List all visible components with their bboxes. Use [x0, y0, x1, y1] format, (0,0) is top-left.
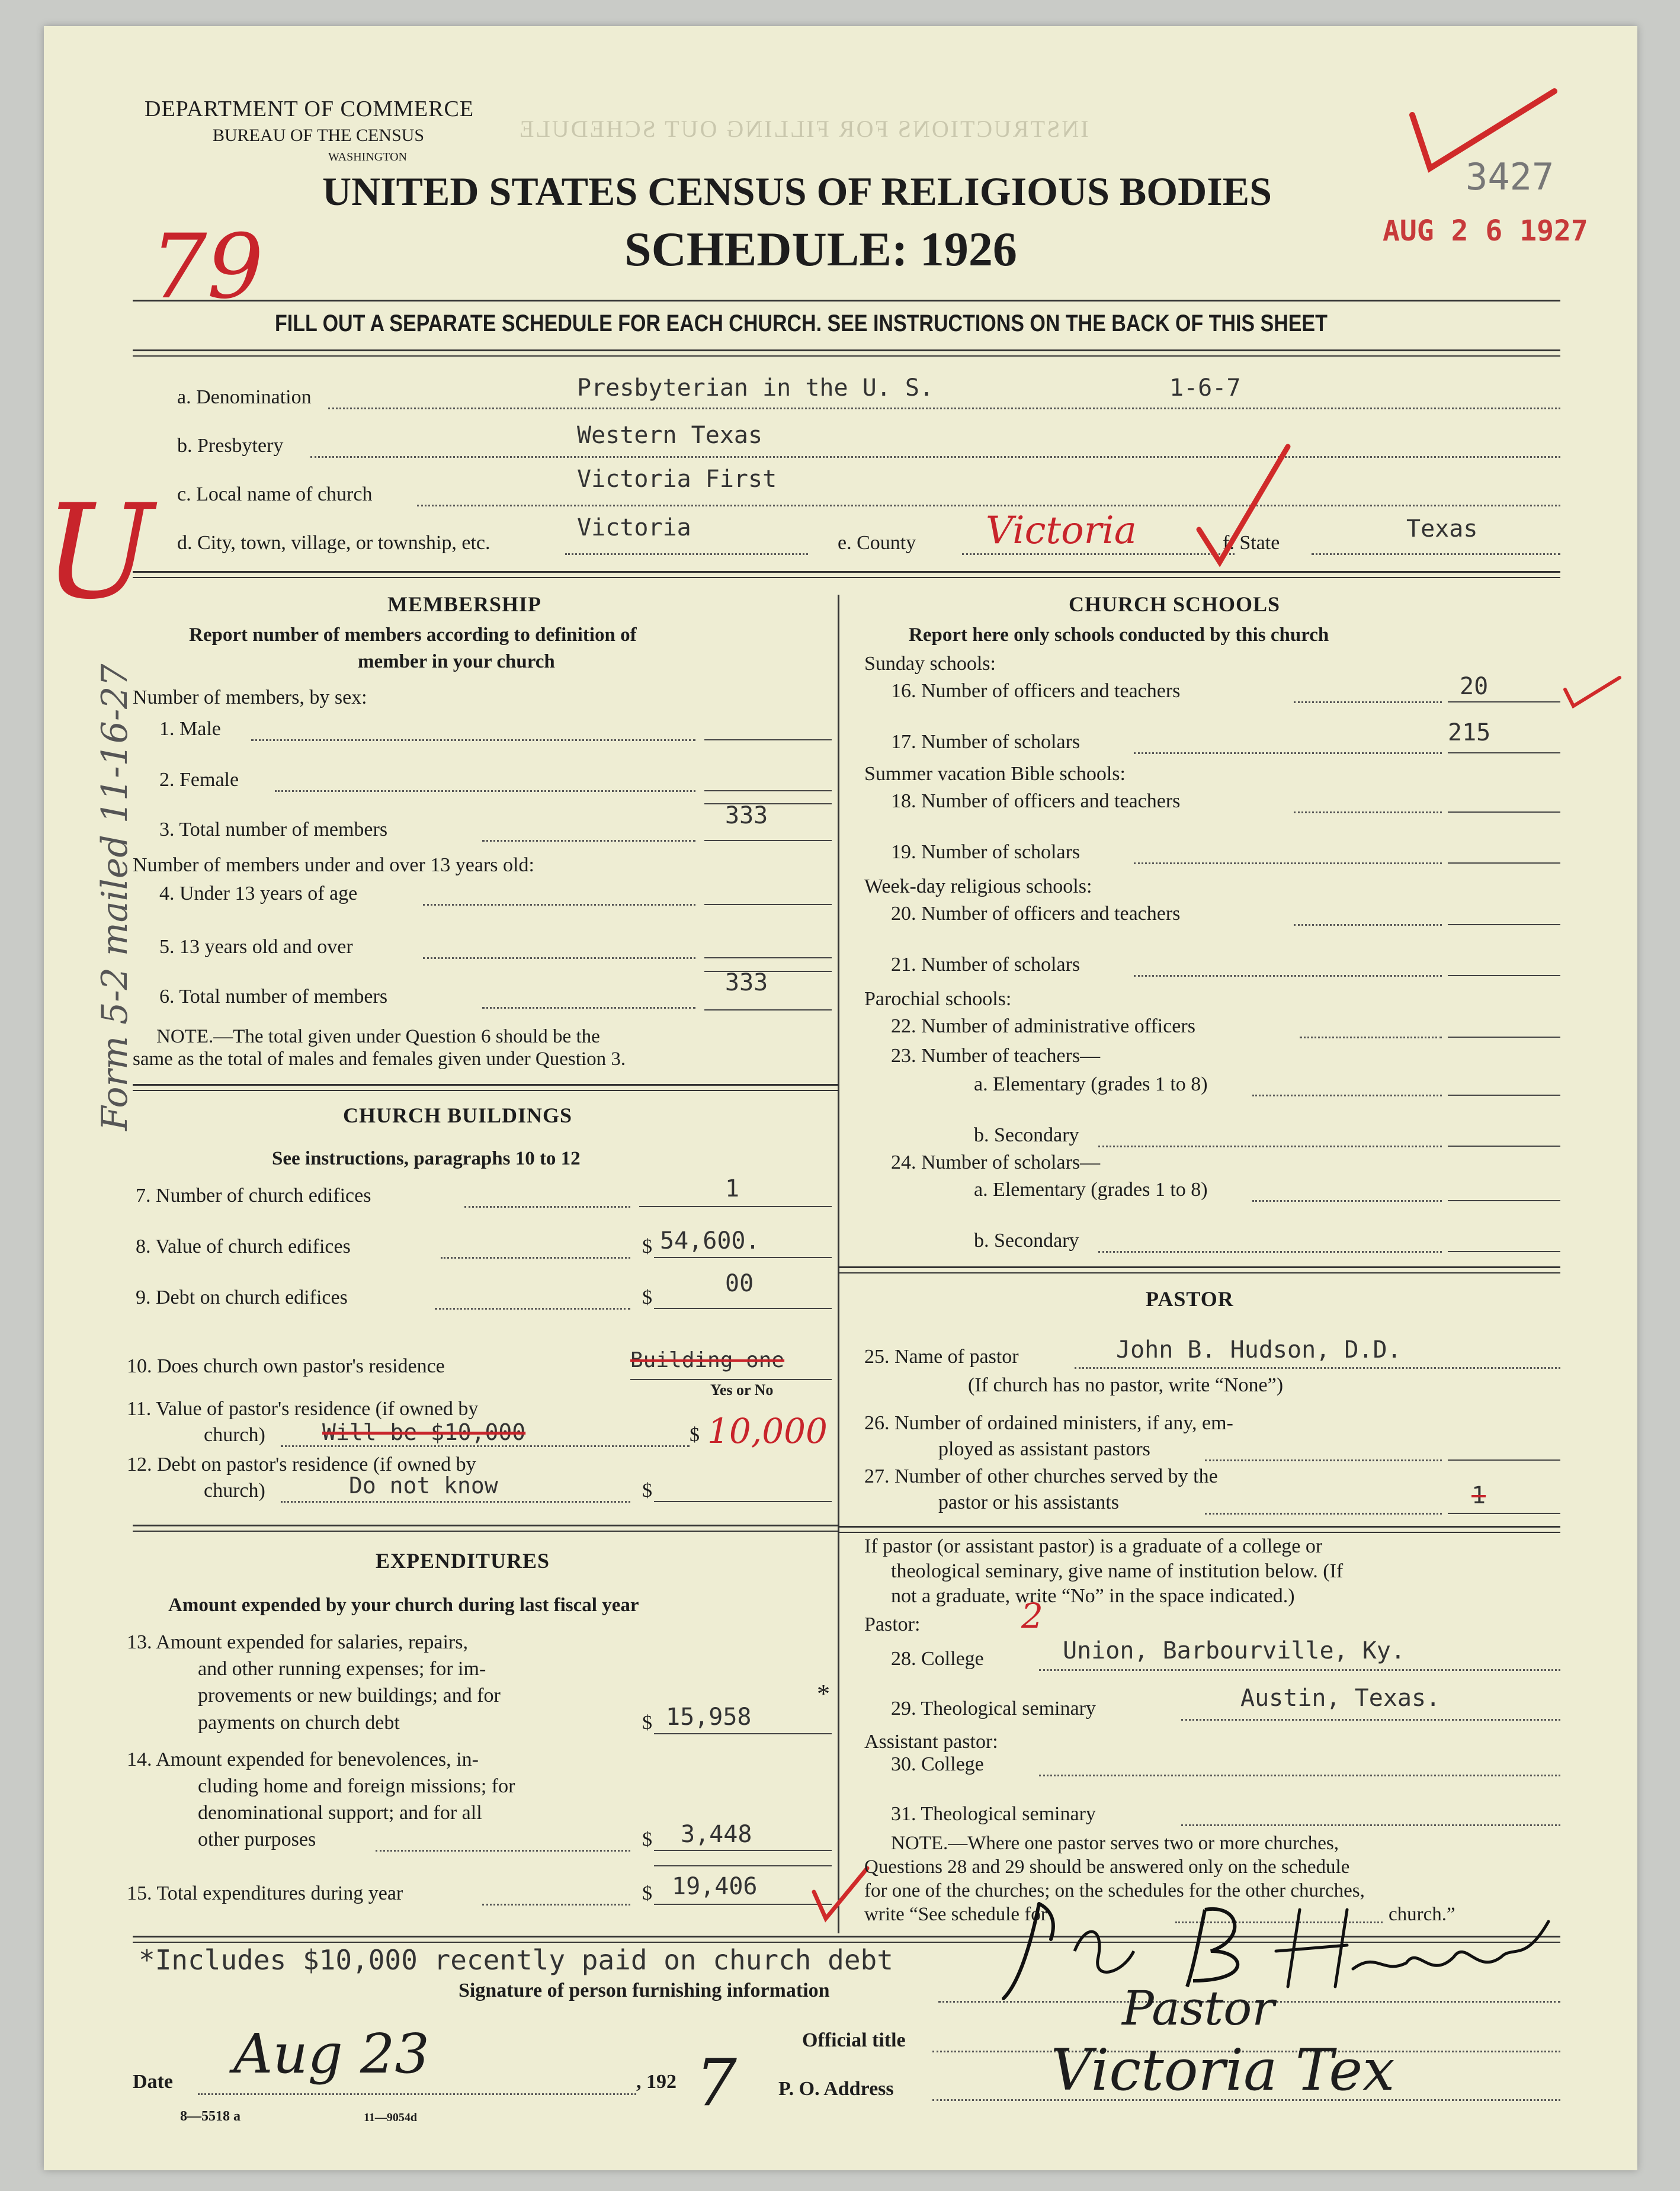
q12-label-a: 12. Debt on pastor's residence (if owned by [127, 1454, 476, 1475]
footnote-typed: *Includes $10,000 recently paid on church debt [139, 1944, 893, 1976]
q6-label: 6. Total number of members [159, 986, 388, 1008]
q25-label: 25. Name of pastor [864, 1346, 1019, 1368]
pastor-note-4: write “See schedule for [864, 1904, 1047, 1925]
membership-sub1: Report number of members according to definition of [189, 624, 637, 646]
county-value: Victoria [986, 509, 1137, 553]
q11-label-b: church) [204, 1424, 265, 1446]
signature-label: Signature of person furnishing information [459, 1980, 830, 2001]
check-mark-icon [1406, 79, 1560, 180]
buildings-heading: CHURCH BUILDINGS [343, 1103, 573, 1127]
state-label: f. State [1223, 532, 1280, 554]
q9-label: 9. Debt on church edifices [136, 1287, 348, 1308]
q13-line1: 13. Amount expended for salaries, repairs, [127, 1631, 468, 1653]
q24a-label: a. Elementary (grades 1 to 8) [974, 1179, 1208, 1201]
q23-label: 23. Number of teachers— [891, 1045, 1101, 1067]
membership-heading: MEMBERSHIP [387, 592, 542, 616]
city-label: d. City, town, village, or township, etc. [177, 532, 490, 554]
q11-struck-value: Will be $10,000 [322, 1419, 526, 1445]
show-through-text: INSTRUCTIONS FOR FILLING OUT SCHEDULE [518, 116, 1089, 142]
pastor-note-2: Questions 28 and 29 should be answered only on the schedule [864, 1856, 1350, 1878]
q13-line3: provements or new buildings; and for [198, 1685, 501, 1706]
presbytery-label: b. Presbytery [177, 435, 284, 457]
q15-check-icon [808, 1862, 873, 1927]
official-title-value: Pastor [1122, 1981, 1275, 2036]
date-label: Date [133, 2071, 173, 2093]
po-address-label: P. O. Address [778, 2078, 894, 2100]
q3-value: 333 [725, 802, 768, 829]
q30-label: 30. College [891, 1753, 984, 1775]
q27-value: 1 [1471, 1482, 1486, 1509]
pastor-subheading: Pastor: [864, 1613, 921, 1635]
q29-label: 29. Theological seminary [891, 1698, 1096, 1720]
form-title: UNITED STATES CENSUS OF RELIGIOUS BODIES [322, 169, 1272, 214]
q25-value: John B. Hudson, D.D. [1116, 1336, 1402, 1364]
official-title-label: Official title [802, 2029, 906, 2051]
q14-dollar: $ [642, 1828, 652, 1850]
q15-value: 19,406 [672, 1873, 758, 1900]
schools-sub: Report here only schools conducted by this church [909, 624, 1329, 646]
q9-value: 00 [725, 1270, 754, 1297]
pastor-heading: PASTOR [1146, 1287, 1234, 1311]
q14-line4: other purposes [198, 1828, 316, 1850]
bureau-city: WASHINGTON [328, 150, 407, 163]
q23a-label: a. Elementary (grades 1 to 8) [974, 1073, 1208, 1095]
pastor-mark: 2 [1021, 1596, 1043, 1636]
q26-label-a: 26. Number of ordained ministers, if any, em- [864, 1412, 1233, 1434]
q5-label: 5. 13 years old and over [159, 936, 353, 958]
q28-label: 28. College [891, 1648, 984, 1670]
denomination-value: Presbyterian in the U. S. [577, 374, 934, 402]
census-schedule-sheet [44, 26, 1637, 2170]
pastor-note-3: for one of the churches; on the schedules for the other churches, [864, 1880, 1365, 1901]
q7-value: 1 [725, 1175, 740, 1202]
members-by-sex: Number of members, by sex: [133, 687, 367, 708]
q27-label-b: pastor or his assistants [938, 1491, 1120, 1513]
assistant-subheading: Assistant pastor: [864, 1731, 998, 1753]
q16-label: 16. Number of officers and teachers [891, 680, 1181, 702]
margin-mailed-note: Form 5-2 mailed 11-16-27 [94, 663, 136, 1131]
q24-label: 24. Number of scholars— [891, 1151, 1101, 1173]
q15-dollar: $ [642, 1882, 652, 1904]
q8-label: 8. Value of church edifices [136, 1236, 351, 1258]
q14-value: 3,448 [681, 1821, 752, 1848]
q17-label: 17. Number of scholars [891, 731, 1081, 753]
presbytery-value: Western Texas [577, 422, 763, 449]
q10-struck-value: Building one [630, 1348, 785, 1372]
q13-line4: payments on church debt [198, 1712, 400, 1734]
handwritten-number: 79 [150, 216, 264, 319]
q20-label: 20. Number of officers and teachers [891, 903, 1181, 925]
q11-label-a: 11. Value of pastor's residence (if owned by [127, 1398, 479, 1420]
q10-hint: Yes or No [710, 1381, 774, 1398]
q8-dollar: $ [642, 1236, 652, 1258]
q7-label: 7. Number of church edifices [136, 1185, 371, 1207]
pastor-note-5: church.” [1389, 1904, 1455, 1925]
summer-schools: Summer vacation Bible schools: [864, 763, 1126, 785]
bureau-name: BUREAU OF THE CENSUS [213, 126, 424, 145]
buildings-sub: See instructions, paragraphs 10 to 12 [272, 1148, 581, 1169]
q13-asterisk: * [817, 1679, 830, 1708]
church-name-value: Victoria First [577, 466, 777, 493]
q11-value: 10,000 [707, 1411, 828, 1451]
church-name-label: c. Local name of church [177, 483, 373, 505]
date-value: Aug 23 [233, 2022, 429, 2086]
q10-label: 10. Does church own pastor's residence [127, 1355, 445, 1377]
q3-label: 3. Total number of members [159, 819, 388, 841]
q19-label: 19. Number of scholars [891, 841, 1081, 863]
q9-dollar: $ [642, 1287, 652, 1308]
q23b-label: b. Secondary [974, 1124, 1079, 1146]
q11-dollar: $ [690, 1424, 700, 1446]
q14-line1: 14. Amount expended for benevolences, in- [127, 1749, 479, 1770]
parochial-schools: Parochial schools: [864, 988, 1012, 1010]
q29-value: Austin, Texas. [1240, 1685, 1441, 1712]
schools-heading: CHURCH SCHOOLS [1069, 592, 1281, 616]
graduate-note-1: If pastor (or assistant pastor) is a graduate of a college or [864, 1535, 1323, 1557]
state-value: Texas [1406, 515, 1478, 543]
expenditures-sub: Amount expended by your church during last fiscal year [168, 1595, 639, 1616]
county-check-icon [1187, 441, 1294, 571]
q22-label: 22. Number of administrative officers [891, 1015, 1195, 1037]
membership-note1: NOTE.—The total given under Question 6 should be the [156, 1026, 600, 1047]
schedule-title: SCHEDULE: 1926 [624, 222, 1017, 276]
q17-value: 215 [1448, 719, 1491, 746]
q13-dollar: $ [642, 1712, 652, 1734]
age-intro: Number of members under and over 13 years old: [133, 854, 534, 876]
q16-check-icon [1560, 672, 1626, 713]
membership-sub2: member in your church [358, 651, 555, 672]
weekday-schools: Week-day religious schools: [864, 875, 1092, 897]
year-digit: 7 [695, 2045, 737, 2121]
print-number: 11—9054d [364, 2111, 418, 2124]
q25-hint: (If church has no pastor, write “None”) [968, 1374, 1284, 1396]
year-prefix: , 192 [636, 2071, 677, 2093]
q6-value: 333 [725, 969, 768, 996]
graduate-note-2: theological seminary, give name of institution below. (If [891, 1560, 1344, 1582]
q15-label: 15. Total expenditures during year [127, 1882, 403, 1904]
form-number: 8—5518 a [180, 2109, 241, 2124]
q4-label: 4. Under 13 years of age [159, 883, 358, 904]
q13-value: 15,958 [666, 1704, 752, 1731]
q14-line2: cluding home and foreign missions; for [198, 1775, 515, 1797]
fill-instruction: FILL OUT A SEPARATE SCHEDULE FOR EACH CHURCH. SEE INSTRUCTIONS ON THE BACK OF THIS SHEET [275, 310, 1328, 336]
q12-value: Do not know [349, 1473, 498, 1499]
sunday-schools: Sunday schools: [864, 653, 996, 675]
po-address-value: Victoria Tex [1051, 2037, 1395, 2103]
expenditures-heading: EXPENDITURES [376, 1549, 550, 1573]
q8-value: 54,600. [660, 1227, 760, 1255]
q14-line3: denominational support; and for all [198, 1802, 482, 1824]
received-date-stamp: AUG 2 6 1927 [1383, 214, 1588, 248]
serial-number: 3427 [1466, 155, 1554, 198]
q12-dollar: $ [642, 1480, 652, 1502]
county-label: e. County [838, 532, 916, 554]
q21-label: 21. Number of scholars [891, 954, 1081, 976]
denomination-label: a. Denomination [177, 386, 312, 408]
q27-label-a: 27. Number of other churches served by the [864, 1465, 1218, 1487]
pastor-note-1: NOTE.—Where one pastor serves two or more churches, [891, 1833, 1339, 1854]
denomination-code: 1-6-7 [1169, 374, 1241, 402]
q2-label: 2. Female [159, 769, 239, 791]
q12-label-b: church) [204, 1480, 265, 1502]
q26-label-b: ployed as assistant pastors [938, 1438, 1150, 1460]
q18-label: 18. Number of officers and teachers [891, 790, 1181, 812]
q13-line2: and other running expenses; for im- [198, 1658, 486, 1680]
graduate-note-3: not a graduate, write “No” in the space indicated.) [891, 1585, 1295, 1607]
q28-value: Union, Barbourville, Ky. [1063, 1637, 1405, 1664]
margin-letter: U [44, 476, 154, 628]
q16-value: 20 [1460, 673, 1489, 700]
q31-label: 31. Theological seminary [891, 1803, 1096, 1825]
q1-label: 1. Male [159, 718, 221, 740]
q24b-label: b. Secondary [974, 1230, 1079, 1252]
membership-note2: same as the total of males and females given under Question 3. [133, 1048, 626, 1070]
city-value: Victoria [577, 514, 691, 541]
department-name: DEPARTMENT OF COMMERCE [145, 97, 474, 121]
